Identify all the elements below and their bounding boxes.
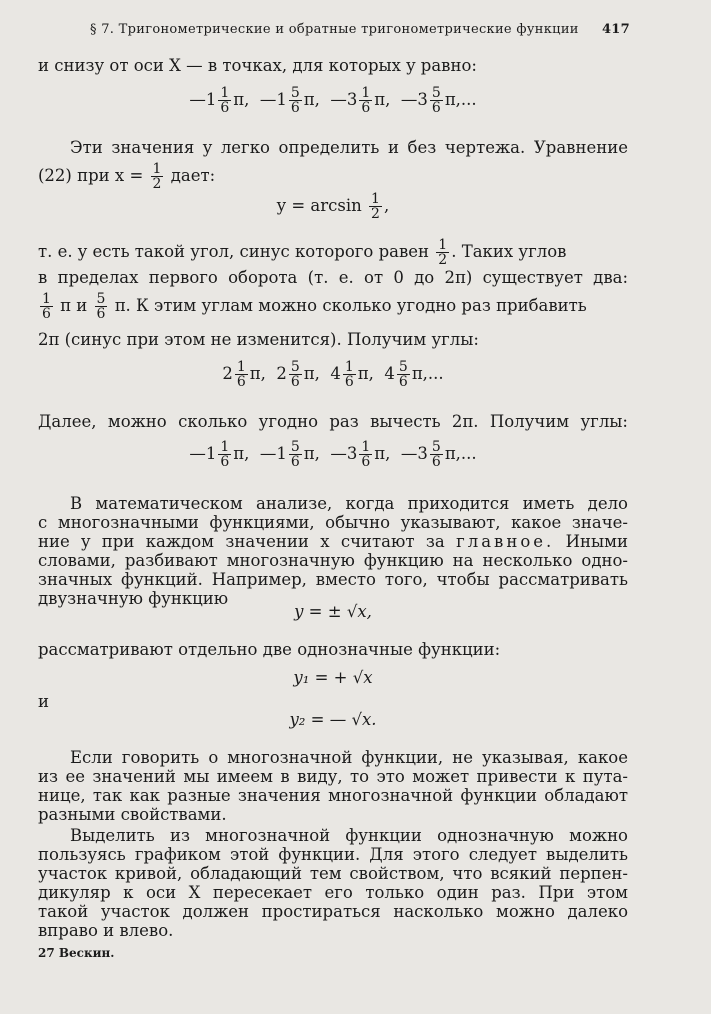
text-line: Далее, можно сколько угодно раз вычесть 2π. Получим углы: xyxy=(38,412,628,431)
text-line-emphasis: ние y при каждом значении x считают за главное. Иными xyxy=(38,532,629,551)
page-number: 417 xyxy=(601,22,630,37)
text-line-with-fraction: т. е. y есть такой угол, синус которого равен $\frac{1}{2}$ . Таких углов xyxy=(38,237,567,268)
text-line: из ее значений мы имеем в виду, то это может привести к пута- xyxy=(38,767,628,786)
formula-two-valued: y = ± √x, xyxy=(294,602,372,621)
formula-term: —3 $\frac{1}{6}$ π, xyxy=(330,85,391,116)
formula-term: —1 $\frac{5}{6}$ π, xyxy=(259,85,320,116)
running-header xyxy=(90,22,630,37)
formula-term: 2 $\frac{5}{6}$ π, xyxy=(276,359,320,390)
text-line: словами, разбивают многозначную функцию на несколько одно- xyxy=(38,551,628,570)
formula-angles-negative xyxy=(38,440,628,469)
formula-term: —1 $\frac{5}{6}$ π, xyxy=(259,439,320,470)
formula-term: —1 $\frac{1}{6}$ π, xyxy=(189,439,250,470)
spaced-emphasis: главное. xyxy=(456,532,555,551)
formula-term: 2 $\frac{1}{6}$ π, xyxy=(222,359,266,390)
text-line: пользуясь графиком этой функции. Для этого следует выделить xyxy=(38,845,628,864)
text-line: с многозначными функциями, обычно указывают, какое значе- xyxy=(38,513,628,532)
text-line: рассматривают отдельно две однозначные функции: xyxy=(38,640,501,659)
text-line-with-fraction: (22) при x = $\frac{1}{2}$ дает: xyxy=(38,161,216,192)
text-line: вправо и влево. xyxy=(38,921,174,940)
formula-y2: y₂ = — √x. xyxy=(289,710,377,729)
text-line: Эти значения y легко определить и без чертежа. Уравнение xyxy=(70,138,628,157)
text-line: 2π (синус при этом не изменится). Получим углы: xyxy=(38,330,479,349)
text-line: и снизу от оси X — в точках, для которых y равно: xyxy=(38,56,477,75)
formula-term: —3 $\frac{5}{6}$ π,... xyxy=(400,439,477,470)
text-line: дикуляр к оси X пересекает его только один раз. При этом xyxy=(38,883,628,902)
formula-term: —3 $\frac{5}{6}$ π,... xyxy=(400,85,477,116)
formula-roots-below xyxy=(38,86,628,115)
signature-mark: 27 Вескин. xyxy=(38,946,115,960)
text-line-with-fraction: $\frac{1}{6}$ π и $\frac{5}{6}$ π. К этим углам можно сколько угодно раз прибавить xyxy=(42,291,587,322)
formula-y1: y₁ = + √x xyxy=(293,668,373,687)
formula-term: —3 $\frac{1}{6}$ π, xyxy=(330,439,391,470)
text-line: В математическом анализе, когда приходится иметь дело xyxy=(70,494,628,513)
text-line: разными свойствами. xyxy=(38,805,227,824)
text-line: Если говорить о многозначной функции, не указывая, какое xyxy=(70,748,628,767)
formula-term: —1 $\frac{1}{6}$ π, xyxy=(189,85,250,116)
text-line: двузначную функцию xyxy=(38,589,229,608)
text-line: в пределах первого оборота (т. е. от 0 до 2π) существует два: xyxy=(38,268,628,287)
text-line: значных функций. Например, вместо того, чтобы рассматривать xyxy=(38,570,628,589)
formula-term: 4 $\frac{5}{6}$ π,... xyxy=(384,359,444,390)
text-line: Выделить из многозначной функции однозначную можно xyxy=(70,826,628,845)
text-line: участок кривой, обладающий тем свойством, что всякий перпен- xyxy=(38,864,628,883)
header-title: § 7. Тригонометрические и обратные тригонометрические функции xyxy=(90,22,579,37)
text-line: и xyxy=(38,692,49,711)
formula-angles-positive xyxy=(38,360,628,389)
formula-arcsin: y = arcsin $\frac{1}{2}$ , xyxy=(276,191,390,222)
text-line: нице, так как разные значения многозначной функции обладают xyxy=(38,786,628,805)
text-line: такой участок должен простираться насколько можно далеко xyxy=(38,902,628,921)
formula-term: 4 $\frac{1}{6}$ π, xyxy=(330,359,374,390)
